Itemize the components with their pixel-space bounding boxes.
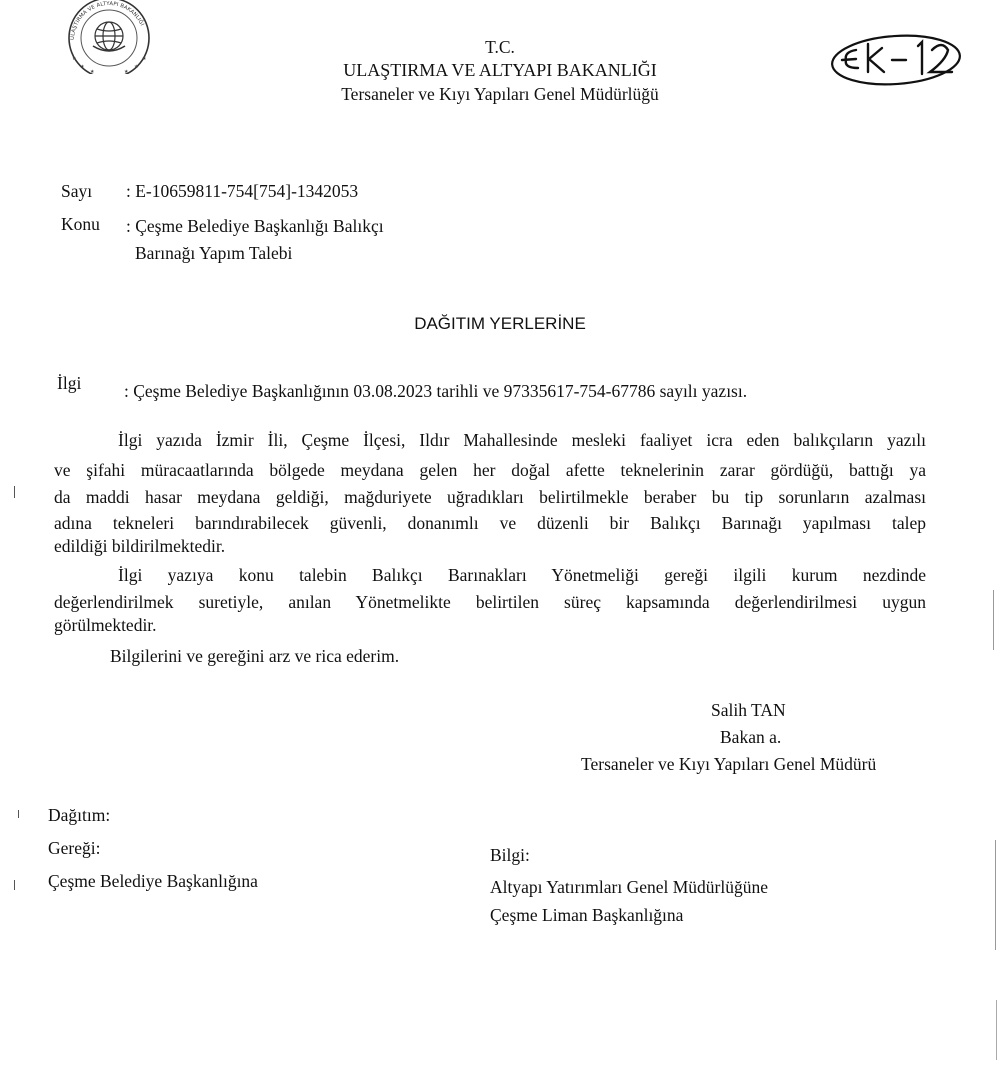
bilgi-item: Çeşme Liman Başkanlığına <box>490 905 684 925</box>
scan-mark <box>18 810 19 818</box>
header-tc: T.C. <box>485 37 515 57</box>
distribution-heading: Dağıtım: <box>48 805 111 825</box>
geregi-label: Gereği: <box>48 838 101 858</box>
signatory-title-2: Tersaneler ve Kıyı Yapıları Genel Müdürü <box>581 754 877 774</box>
paragraph-1-line-2: ve şifahi müracaatlarında bölgede meydana gelen her doğal afette teknelerinin zarar gördüğü, battığı ya <box>54 460 926 480</box>
konu-label: Konu <box>61 214 100 234</box>
header-ministry: ULAŞTIRMA VE ALTYAPI BAKANLIĞI <box>343 60 657 80</box>
svg-text:★: ★ <box>72 56 77 62</box>
scan-mark <box>14 486 15 498</box>
paragraph-2-line-3: görülmektedir. <box>54 615 157 635</box>
geregi-item: Çeşme Belediye Başkanlığına <box>48 871 258 891</box>
svg-text:★: ★ <box>90 69 95 74</box>
bilgi-item: Altyapı Yatırımları Genel Müdürlüğüne <box>490 877 769 897</box>
seal-ring-text: ULAŞTIRMA VE ALTYAPI BAKANLIĞI <box>69 0 145 41</box>
scan-mark <box>14 880 15 890</box>
paragraph-2-line-1: İlgi yazıya konu talebin Balıkçı Barınakları Yönetmeliği gereği ilgili kurum nezdinde <box>118 565 926 585</box>
svg-text:★: ★ <box>124 69 129 74</box>
ilgi-label: İlgi <box>57 373 82 393</box>
scan-mark <box>995 840 996 950</box>
konu-value-line1: : Çeşme Belediye Başkanlığı Balıkçı <box>126 216 384 236</box>
ilgi-text: : Çeşme Belediye Başkanlığının 03.08.2023 tarihli ve 97335617-754-67786 sayılı yazısı. <box>124 381 748 401</box>
header-directorate: Tersaneler ve Kıyı Yapıları Genel Müdürlüğü <box>341 84 659 104</box>
svg-text:★: ★ <box>80 64 85 70</box>
signatory-name: Salih TAN <box>711 700 786 720</box>
sayi-value: : E-10659811-754[754]-1342053 <box>126 181 359 201</box>
scan-mark <box>996 1000 997 1060</box>
scan-mark <box>993 590 994 650</box>
signatory-title-1: Bakan a. <box>720 727 782 747</box>
addressee-heading: DAĞITIM YERLERİNE <box>414 314 586 333</box>
sayi-label: Sayı <box>61 181 93 201</box>
konu-value-line2: Barınağı Yapım Talebi <box>135 243 293 263</box>
paragraph-2-line-2: değerlendirilmek suretiyle, anılan Yönetmelikte belirtilen süreç kapsamında değerlendirilmesi uygun <box>54 592 926 612</box>
paragraph-3: Bilgilerini ve gereğini arz ve rica ederim. <box>110 646 400 666</box>
svg-text:★: ★ <box>142 56 147 62</box>
paragraph-1-line-1: İlgi yazıda İzmir İli, Çeşme İlçesi, Ildır Mahallesinde mesleki faaliyet icra eden balıkçıların yazılı <box>118 430 926 450</box>
paragraph-1-line-3: da maddi hasar meydana geldiği, mağduriyete uğradıkları belirtilmekle beraber bu tip sorunların azalması <box>54 487 926 507</box>
paragraph-1-line-5: edildiği bildirilmektedir. <box>54 536 226 556</box>
paragraph-1-line-4: adına tekneleri barındırabilecek güvenli, donanımlı ve düzenli bir Balıkçı Barınağı yapılması talep <box>54 513 926 533</box>
svg-text:★: ★ <box>134 64 139 70</box>
bilgi-label: Bilgi: <box>490 845 530 865</box>
